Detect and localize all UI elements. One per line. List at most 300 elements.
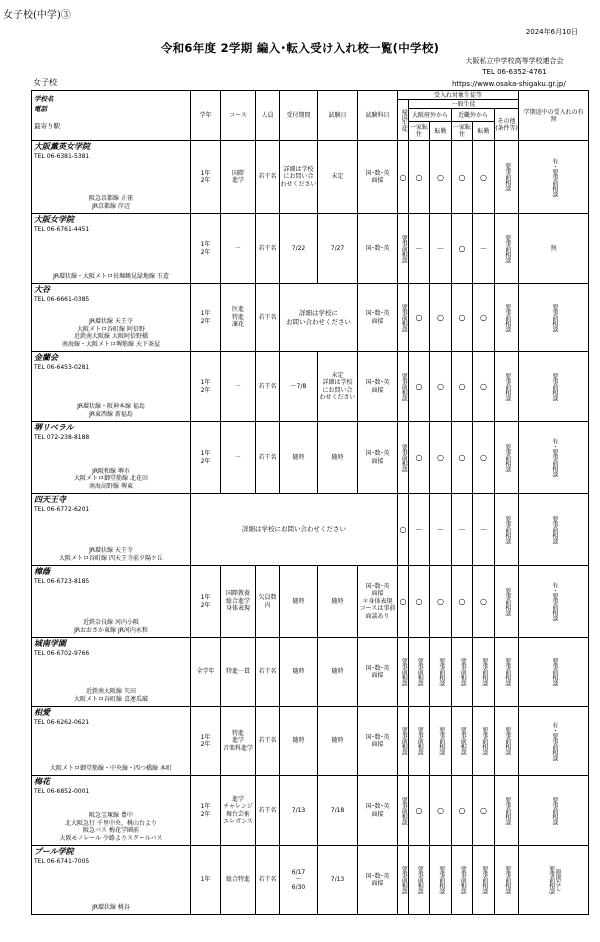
- learning-text: 要事前相談: [550, 658, 558, 686]
- other-conditions-text: 要事前相談: [503, 796, 511, 825]
- returnee-text: 要事前相談: [400, 796, 408, 825]
- header-other: その他(条件等): [495, 109, 519, 141]
- school-table: [31, 90, 589, 915]
- pref-in-tenkin-text: ○: [437, 172, 444, 182]
- exam-date-text: 随時: [331, 597, 344, 605]
- admission-details: [191, 494, 398, 566]
- pref-out-tenkin: [473, 638, 495, 707]
- capacity: [256, 214, 280, 284]
- exam-date-text: 7/27: [330, 244, 345, 252]
- pref-in-tenkin-text: 要事前相談: [437, 658, 445, 686]
- other-conditions: [495, 566, 519, 638]
- pref-in-ikka: [409, 214, 430, 284]
- school-info: [32, 214, 191, 284]
- other-conditions-text: 要事前相談: [503, 303, 511, 332]
- other-conditions: [495, 638, 519, 707]
- other-conditions-text: 要事前相談: [503, 866, 511, 894]
- subjects: [358, 284, 398, 352]
- school-info: [32, 776, 191, 846]
- subjects-text: 国･数･英 面接: [365, 872, 390, 887]
- learning: [519, 566, 589, 638]
- period-exam: [280, 284, 358, 352]
- school-access: 阪急宝塚線 豊中 北大阪急行 千里中央、桃山台より 阪急バス 梅花学園前 大阪モノレール 少路よりスクールバス: [59, 812, 163, 842]
- school-access: 近鉄南大阪線 矢田 大阪メトロ谷町線 喜連瓜破: [74, 688, 148, 703]
- period: [280, 214, 318, 284]
- page-label: 女子校(中学)③: [3, 10, 71, 21]
- capacity-text: 若干名: [258, 173, 277, 181]
- pref-out-tenkin-text: 要事前相談: [480, 866, 488, 894]
- exam-date: [318, 566, 358, 638]
- pref-in-tenkin-text: ○: [437, 382, 444, 391]
- learning: [519, 422, 589, 494]
- period: [280, 707, 318, 776]
- grade: [191, 352, 221, 422]
- pref-in-ikka-text: ○: [415, 313, 423, 322]
- school-access: 阪急京都線 正雀 JR京都線 岸辺: [89, 195, 133, 210]
- grade-text: 1年 2年: [200, 803, 211, 818]
- exam-date-text: 7/13: [330, 876, 345, 884]
- school-info: [32, 707, 191, 776]
- returnee: [398, 638, 409, 707]
- pref-out-tenkin-text: ○: [480, 313, 487, 322]
- other-conditions: [495, 352, 519, 422]
- course: [221, 141, 256, 214]
- school-access: JR環状線 天王寺 大阪メトロ谷町線 四天王寺前夕陽ケ丘: [59, 547, 163, 562]
- period: [280, 422, 318, 494]
- learning: [519, 214, 589, 284]
- school-info: [32, 638, 191, 707]
- grade-text: 1年 2年: [200, 379, 211, 394]
- pref-out-ikka: [452, 352, 473, 422]
- school-access: JR環状線 天王寺 大阪メトロ谷町線 阿倍野 近鉄南大阪線 大阪阿倍野橋 南海線・大阪メトロ堺筋線 天下茶屋: [62, 318, 160, 348]
- other-conditions: [495, 422, 519, 494]
- exam-date-text: 随時: [331, 453, 344, 461]
- period: [280, 141, 318, 214]
- school-name: 樟蔭: [34, 567, 50, 576]
- pref-in-ikka-text: ○: [415, 597, 423, 606]
- subjects: [358, 422, 398, 494]
- pref-in-tenkin: [430, 141, 452, 214]
- exam-date-text: 未定 詳細は学校 にお問い合 わせください: [319, 371, 356, 401]
- pref-in-tenkin-text: 要事前相談: [437, 866, 445, 894]
- learning: [519, 352, 589, 422]
- exam-date-text: 7/18: [330, 806, 345, 814]
- table-row: [32, 141, 589, 214]
- subjects-text: 国･数･英 面接: [365, 664, 390, 679]
- pref-in-ikka: [409, 141, 430, 214]
- returnee-text: 要事前相談: [400, 866, 408, 894]
- course: [221, 846, 256, 915]
- pref-out-tenkin: [473, 284, 495, 352]
- returnee-text: 要事前相談: [400, 727, 408, 755]
- capacity-text: 若干名: [258, 244, 277, 252]
- learning: [519, 494, 589, 566]
- pref-in-ikka-text: ○: [415, 806, 423, 815]
- other-conditions-text: 要事前相談: [503, 443, 511, 472]
- school-name: 梅花: [34, 777, 50, 786]
- other-conditions: [495, 776, 519, 846]
- pref-out-ikka: [452, 707, 473, 776]
- course: [221, 214, 256, 284]
- capacity: [256, 638, 280, 707]
- period: [280, 776, 318, 846]
- header-period: 受付期間: [280, 91, 318, 141]
- other-conditions: [495, 141, 519, 214]
- header-school-tel: 電話: [34, 105, 47, 113]
- subjects: [358, 846, 398, 915]
- subjects-text: 国･数･英: [365, 244, 390, 252]
- school-access: 近鉄奈良線 河内小阪 JRおおさか東線 JR河内永和: [74, 619, 148, 634]
- returnee-text: 要事前相談: [400, 234, 408, 263]
- learning-text: 無: [550, 244, 557, 252]
- pref-out-ikka-text: ○: [458, 382, 466, 391]
- period-text: 随時: [292, 737, 305, 745]
- header-school-name: 学校名: [34, 95, 54, 103]
- pref-in-ikka: [409, 494, 430, 566]
- returnee: [398, 352, 409, 422]
- school-name: 大阪薫英女学院: [34, 142, 90, 151]
- grade-text: 1年 2年: [200, 594, 211, 609]
- header-ikka-1: 一家転住: [409, 122, 430, 141]
- pref-in-ikka-text: ○: [415, 453, 423, 462]
- header-subjects: 試験科目: [358, 91, 398, 141]
- pref-in-ikka: [409, 566, 430, 638]
- grade: [191, 846, 221, 915]
- pref-in-ikka: [409, 638, 430, 707]
- school-tel: TEL 06-6723-8185: [34, 578, 90, 585]
- grade: [191, 422, 221, 494]
- returnee: [398, 214, 409, 284]
- pref-in-tenkin: [430, 707, 452, 776]
- header-course: コース: [221, 91, 256, 141]
- pref-out-tenkin-text: 要事前相談: [480, 727, 488, 755]
- returnee: [398, 141, 409, 214]
- capacity: [256, 422, 280, 494]
- table-row: [32, 707, 589, 776]
- school-name: 相愛: [34, 708, 50, 717]
- pref-in-tenkin: [430, 638, 452, 707]
- school-name: 大谷: [34, 285, 50, 294]
- pref-out-ikka-text: ○: [458, 806, 466, 815]
- returnee: [398, 707, 409, 776]
- school-tel: TEL 06-6741-7005: [34, 858, 90, 865]
- school-tel: TEL 06-6262-0621: [34, 719, 90, 726]
- subjects: [358, 141, 398, 214]
- capacity: [256, 846, 280, 915]
- period-exam-text: 詳細は学校に お問い合わせください: [286, 308, 351, 326]
- pref-out-ikka-text: ○: [458, 313, 466, 322]
- subjects-text: 国･数･英 面接: [365, 803, 390, 818]
- header-school-station: 最寄り駅: [34, 122, 60, 130]
- exam-date: [318, 214, 358, 284]
- pref-out-tenkin-text: ○: [480, 597, 487, 606]
- course-text: 国際教養 総合進学 身体表現: [225, 590, 250, 613]
- exam-date: [318, 776, 358, 846]
- school-tel: TEL 06-6702-9766: [34, 650, 90, 657]
- learning-text: 有・要事前相談: [550, 157, 558, 197]
- pref-in-tenkin: [430, 214, 452, 284]
- pref-out-ikka: [452, 776, 473, 846]
- pref-out-ikka: [452, 846, 473, 915]
- header-tenkin-2: 転勤: [473, 122, 495, 141]
- capacity-text: 若干名: [258, 382, 277, 390]
- pref-in-ikka: [409, 422, 430, 494]
- subjects-text: 国･数･英 面接: [365, 310, 390, 325]
- other-conditions: [495, 707, 519, 776]
- school-tel: TEL 06-6661-0385: [34, 296, 90, 303]
- header-school: [32, 91, 191, 141]
- other-conditions-text: 要事前相談: [503, 727, 511, 755]
- school-access: JR環状線 桃谷: [92, 903, 130, 911]
- grade: [191, 141, 221, 214]
- pref-out-tenkin: [473, 422, 495, 494]
- learning-text: 要事前相談: [550, 303, 558, 332]
- school-access: JR環状線・大阪メトロ長堀鶴見緑地線 玉造: [53, 272, 169, 280]
- exam-date-text: 随時: [331, 737, 344, 745]
- pref-in-tenkin: [430, 566, 452, 638]
- pref-in-ikka-text: －: [415, 525, 423, 534]
- pref-out-tenkin: [473, 214, 495, 284]
- pref-out-tenkin: [473, 566, 495, 638]
- period-text: 7/22: [291, 244, 306, 252]
- pref-in-ikka-text: 要事前相談: [416, 727, 424, 755]
- capacity-text: 若干名: [258, 313, 277, 321]
- org-name: 大阪私立中学校高等学校連合会: [465, 57, 564, 65]
- subjects: [358, 638, 398, 707]
- pref-out-ikka-text: 要事前相談: [459, 866, 467, 894]
- learning: [519, 846, 589, 915]
- grade: [191, 707, 221, 776]
- course-text: －: [234, 382, 241, 390]
- course: [221, 422, 256, 494]
- capacity: [256, 284, 280, 352]
- pref-in-ikka: [409, 776, 430, 846]
- returnee: [398, 846, 409, 915]
- school-name: プール学院: [34, 847, 74, 856]
- returnee: [398, 566, 409, 638]
- period-text: 随時: [292, 597, 305, 605]
- school-name: 四天王寺: [34, 495, 66, 504]
- pref-in-ikka-text: ○: [415, 382, 423, 391]
- course: [221, 707, 256, 776]
- learning: [519, 284, 589, 352]
- course-text: 医進 特進 凜花: [231, 306, 244, 329]
- learning-text: 原則なし 要事前相談: [547, 866, 562, 894]
- period: [280, 846, 318, 915]
- table-row: [32, 638, 589, 707]
- grade: [191, 638, 221, 707]
- header-returnee: 帰国生徒: [398, 100, 409, 141]
- pref-out-tenkin-text: ○: [480, 453, 487, 462]
- returnee-text: ○: [399, 597, 407, 606]
- pref-out-tenkin-text: －: [479, 525, 488, 534]
- school-info: [32, 566, 191, 638]
- learning: [519, 638, 589, 707]
- pref-in-tenkin-text: ○: [437, 806, 444, 815]
- admission-details-text: 詳細は学校にお問い合わせください: [242, 525, 346, 533]
- exam-date: [318, 638, 358, 707]
- grade-text: 1年 2年: [200, 241, 211, 256]
- other-conditions-text: 要事前相談: [503, 515, 511, 544]
- course: [221, 638, 256, 707]
- pref-in-ikka: [409, 846, 430, 915]
- subjects-text: 国･数･英 面接: [365, 379, 390, 394]
- pref-out-tenkin-text: ○: [480, 382, 487, 391]
- course-text: 国際 進学: [231, 169, 244, 184]
- pref-out-ikka: [452, 494, 473, 566]
- section-label: 女子校: [33, 78, 57, 87]
- pref-in-ikka: [409, 707, 430, 776]
- org-tel: TEL 06-6352-4761: [482, 68, 547, 76]
- issue-date: 2024年6月10日: [525, 28, 578, 36]
- grade-text: 1年 2年: [200, 733, 211, 748]
- pref-out-ikka-text: ○: [458, 597, 466, 606]
- returnee: [398, 776, 409, 846]
- pref-in-ikka: [409, 352, 430, 422]
- pref-in-tenkin: [430, 846, 452, 915]
- school-name: 城南学園: [34, 639, 66, 648]
- header-tenkin-1: 転勤: [430, 122, 452, 141]
- learning-text: 有・要事前相談: [550, 721, 558, 761]
- pref-in-tenkin: [430, 776, 452, 846]
- pref-out-tenkin-text: －: [479, 244, 488, 253]
- table-row: [32, 494, 589, 566]
- school-tel: TEL 06-6453-0281: [34, 364, 90, 371]
- school-info: [32, 284, 191, 352]
- pref-out-ikka: [452, 422, 473, 494]
- pref-out-ikka: [452, 141, 473, 214]
- subjects: [358, 214, 398, 284]
- capacity-text: 若干名: [258, 737, 277, 745]
- other-conditions-text: 要事前相談: [503, 234, 511, 263]
- pref-in-tenkin-text: ○: [437, 453, 444, 462]
- school-tel: TEL 06-6852-0001: [34, 788, 90, 795]
- pref-in-tenkin-text: ○: [437, 313, 444, 322]
- website-link[interactable]: https://www.osaka-shigaku.gr.jp/: [452, 80, 566, 88]
- capacity: [256, 707, 280, 776]
- subjects-text: 国･数･英 面接: [365, 733, 390, 748]
- pref-out-tenkin: [473, 846, 495, 915]
- period: [280, 638, 318, 707]
- course-text: 総合特進: [225, 876, 250, 884]
- subjects: [358, 352, 398, 422]
- grade-text: 1年 2年: [200, 310, 211, 325]
- school-tel: TEL 06-6381-5381: [34, 153, 90, 160]
- other-conditions: [495, 214, 519, 284]
- course: [221, 352, 256, 422]
- exam-date: [318, 846, 358, 915]
- other-conditions-text: 要事前相談: [503, 587, 511, 616]
- capacity-text: 若干名: [258, 668, 277, 676]
- school-info: [32, 352, 191, 422]
- exam-date-text: 未定: [331, 173, 344, 181]
- returnee: [398, 284, 409, 352]
- grade: [191, 284, 221, 352]
- school-tel: TEL 072-238-8188: [34, 434, 90, 441]
- period-text: 7/13: [291, 806, 306, 814]
- period-text: 随時: [292, 453, 305, 461]
- pref-out-ikka-text: －: [458, 525, 466, 534]
- pref-out-tenkin: [473, 494, 495, 566]
- pref-in-ikka: [409, 284, 430, 352]
- table-row: [32, 566, 589, 638]
- subjects-text: 国･数･英 面接: [365, 450, 390, 465]
- grade: [191, 566, 221, 638]
- period: [280, 566, 318, 638]
- table-row: [32, 214, 589, 284]
- header-pref-in: 大阪府外から: [409, 109, 452, 122]
- pref-in-tenkin-text: －: [436, 244, 445, 253]
- pref-out-tenkin-text: 要事前相談: [480, 658, 488, 686]
- subjects-text: 国･数･英 面接 ＊身体表現 コースは事前 面談あり: [359, 582, 396, 620]
- capacity: [256, 352, 280, 422]
- pref-out-tenkin: [473, 352, 495, 422]
- school-name: 大阪女学院: [34, 215, 74, 224]
- course-text: －: [234, 244, 241, 252]
- grade: [191, 214, 221, 284]
- pref-in-ikka-text: ○: [415, 172, 423, 182]
- school-tel: TEL 06-6761-4451: [34, 226, 90, 233]
- exam-date: [318, 141, 358, 214]
- grade-text: 1年: [200, 876, 211, 884]
- course: [221, 284, 256, 352]
- pref-out-ikka: [452, 638, 473, 707]
- course-text: －: [234, 453, 241, 461]
- header-exam-date: 試験日: [318, 91, 358, 141]
- period-text: ～7/8: [290, 382, 307, 390]
- school-name: 堺リベラル: [34, 423, 74, 432]
- pref-out-ikka-text: 要事前相談: [459, 658, 467, 686]
- period-text: 随時: [292, 668, 305, 676]
- table-row: [32, 776, 589, 846]
- table-row: [32, 284, 589, 352]
- table-row: [32, 352, 589, 422]
- school-access: JR環状線・阪神本線 福島 JR東西線 新福島: [77, 403, 145, 418]
- learning-text: 有・要事前相談: [550, 582, 558, 621]
- other-conditions-text: 要事前相談: [503, 163, 511, 191]
- pref-in-tenkin: [430, 494, 452, 566]
- learning-text: 要事前相談: [550, 796, 558, 825]
- pref-out-ikka: [452, 566, 473, 638]
- subjects-text: 国･数･英 面接: [365, 169, 390, 184]
- subjects: [358, 707, 398, 776]
- capacity: [256, 566, 280, 638]
- capacity: [256, 141, 280, 214]
- grade-text: 1年 2年: [200, 450, 211, 465]
- school-name: 金蘭会: [34, 353, 58, 362]
- table-row: [32, 846, 589, 915]
- grade-text: 全学年: [196, 668, 215, 676]
- capacity-text: 若干名: [258, 806, 277, 814]
- pref-out-ikka-text: ○: [458, 453, 466, 462]
- course: [221, 776, 256, 846]
- period: [280, 352, 318, 422]
- grade-text: 1年 2年: [200, 169, 211, 184]
- returnee-text: ○: [399, 172, 407, 182]
- returnee: [398, 422, 409, 494]
- learning-text: 要事前相談: [550, 372, 558, 401]
- header-capacity: 人員: [256, 91, 280, 141]
- pref-in-tenkin: [430, 284, 452, 352]
- other-conditions: [495, 846, 519, 915]
- school-info: [32, 494, 191, 566]
- returnee-text: 要事前相談: [400, 372, 408, 401]
- table-row: [32, 422, 589, 494]
- pref-in-tenkin-text: 要事前相談: [437, 727, 445, 755]
- course: [221, 566, 256, 638]
- header-general: 一般生徒: [409, 100, 519, 109]
- returnee-text: 要事前相談: [400, 303, 408, 332]
